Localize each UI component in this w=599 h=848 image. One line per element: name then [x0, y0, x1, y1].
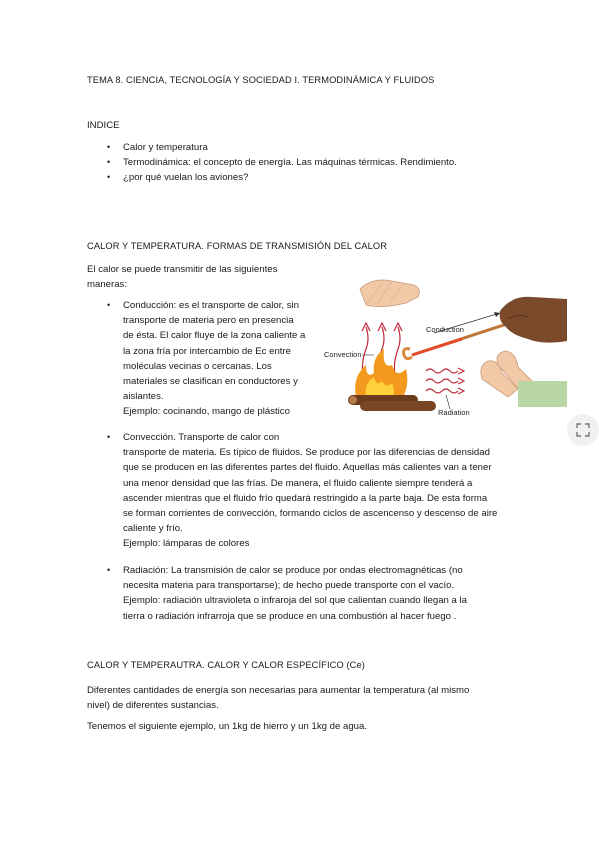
bullet-icon: • — [107, 300, 111, 310]
hand-over-fire — [360, 280, 419, 307]
label-conduction: Conduction — [426, 325, 464, 334]
document-title: TEMA 8. CIENCIA, TECNOLOGÍA Y SOCIEDAD I. TERMODINÁMICA Y FLUIDOS — [87, 75, 435, 85]
label-convection: Convection — [324, 350, 362, 359]
expand-image-button[interactable] — [568, 415, 598, 445]
radiation-pointer — [446, 395, 450, 409]
section-heading-specific-heat: CALOR Y TEMPERAUTRA. CALOR Y CALOR ESPECÍFICO (Ce) — [87, 660, 365, 670]
bullet-icon: • — [107, 157, 111, 168]
radiation-waves — [426, 368, 464, 394]
index-item: • Calor y temperatura — [107, 140, 457, 155]
index-list — [107, 140, 457, 186]
heat-transfer-drawing — [322, 269, 567, 425]
label-radiation: Radiation — [438, 408, 470, 417]
conduction-item: • Conducción: es el transporte de calor, sin transporte de materia pero en presencia de ésta. El calor fluye de la zona caliente a la zona fría por intercambio de Ec entre moléculas vecinas o cercanas. Los materiales se clasifican en conductores y aislantes. Ejemplo: cocinando, mango de plástico — [107, 300, 306, 418]
expand-icon — [576, 423, 590, 437]
index-item: • ¿por qué vuelan los aviones? — [107, 170, 457, 185]
gloved-hand — [500, 297, 567, 343]
intro-paragraph: El calor se puede transmitir de las siguientes maneras: — [87, 264, 278, 291]
warming-hands — [481, 351, 567, 407]
bullet-icon: • — [107, 172, 111, 183]
heat-transfer-illustration — [322, 269, 567, 425]
radiation-item: • Radiación: La transmisión de calor se produce por ondas electromagnéticas (no necesita materia para transportarse); de hecho puede transporte con el vacío. Ejemplo: radiación ultravioleta o infraroja del sol que calientan cuando llegan a la tierra o radiación infrarroja que se produce en una combustión al hacer fuego . — [107, 565, 467, 622]
bullet-icon: • — [107, 432, 111, 442]
bullet-icon: • — [107, 565, 111, 575]
bullet-icon: • — [107, 142, 111, 152]
section-heading-heat-transfer: CALOR Y TEMPERATURA. FORMAS DE TRANSMISIÓN DEL CALOR — [87, 241, 388, 251]
specific-heat-paragraph: Diferentes cantidades de energía son necesarias para aumentar la temperatura (al mismo nivel) de diferentes sustancias. — [87, 685, 470, 712]
index-heading: INDICE — [87, 120, 120, 131]
example-paragraph: Tenemos el siguiente ejemplo, un 1kg de hierro y un 1kg de agua. — [87, 721, 367, 732]
index-item: • Termodinámica: el concepto de energía. Las máquinas térmicas. Rendimiento. — [107, 155, 457, 170]
convection-item: • Convección. Transporte de calor con transporte de materia. Es típico de fluidos. Se produce por las diferencias de densidad que se producen en las diferentes partes del fluido. Aquellas más calientes van a tener una menor densidad que las frías. De manera, el fluido caliente siempre tenderá a ascender mientras que el fluido frío quedará restringido a la parte baja. De esta forma se forman corrientes de convección, formando ciclos de ascencenso y descenso de aire caliente y frío. Ejemplo: lámparas de colores — [107, 432, 498, 550]
